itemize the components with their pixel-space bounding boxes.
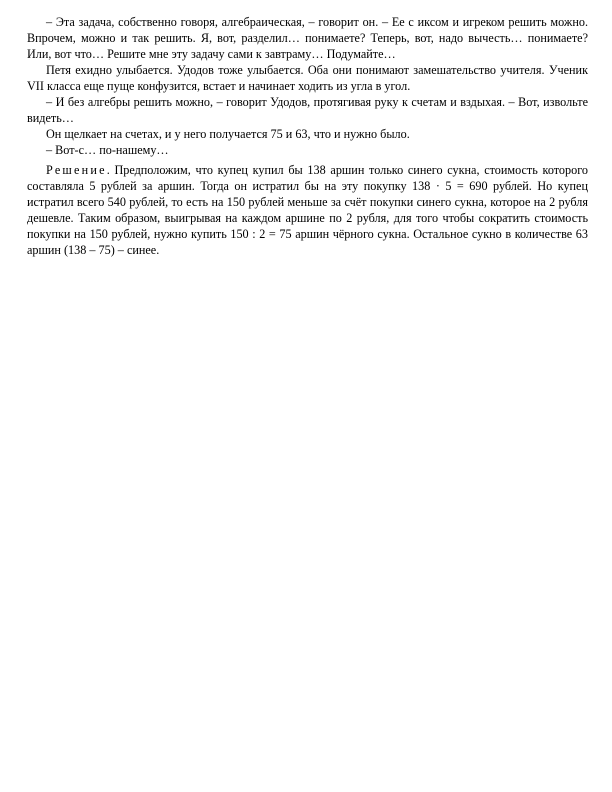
solution-text: . Предположим, что купец купил бы 138 аршин только синего сукна, стоимость которого составляла 5 рублей за аршин. Тогда он истратил бы на эту покупку 138 · 5 = 690 рублей. Но купец истратил всего 540 рублей, то есть на 150 рублей меньше за счёт покупки синего сукна, которое на 2 рубля дешевле. Таким образом, выигрывая на каждом аршине по 2 рубля, для того чтобы сократить стоимость покупки на 150 рублей, нужно купить 150 : 2 = 75 аршин чёрного сукна. Остальное сукно в количестве 63 аршин (138 – 75) – синее. [27,163,588,257]
solution-paragraph [27,162,588,258]
narration-paragraph-4: Он щелкает на счетах, и у него получается 75 и 63, что и нужно было. [46,127,410,141]
solution-label: Решение [46,163,107,177]
dialogue-paragraph-5: – Вот-с… по-нашему… [46,143,169,157]
dialogue-paragraph-3: – И без алгебры решить можно, – говорит Удодов, протягивая руку к счетам и вздыхая. – Вот, извольте видеть… [27,95,588,125]
narration-paragraph-2: Петя ехидно улыбается. Удодов тоже улыбается. Оба они понимают замешательство учителя. Ученик VII класса еще пуще конфузится, встает и начинает ходить из угла в угол. [27,63,588,93]
dialogue-paragraph-1: – Эта задача, собственно говоря, алгебраическая, – говорит он. – Ее с иксом и игреком решить можно. Впрочем, можно и так решить. Я, вот, разделил… понимаете? Теперь, вот, надо вычесть… понимаете? Или, вот что… Решите мне эту задачу сами к завтраму… Подумайте… [27,15,588,61]
document-body [27,14,588,258]
